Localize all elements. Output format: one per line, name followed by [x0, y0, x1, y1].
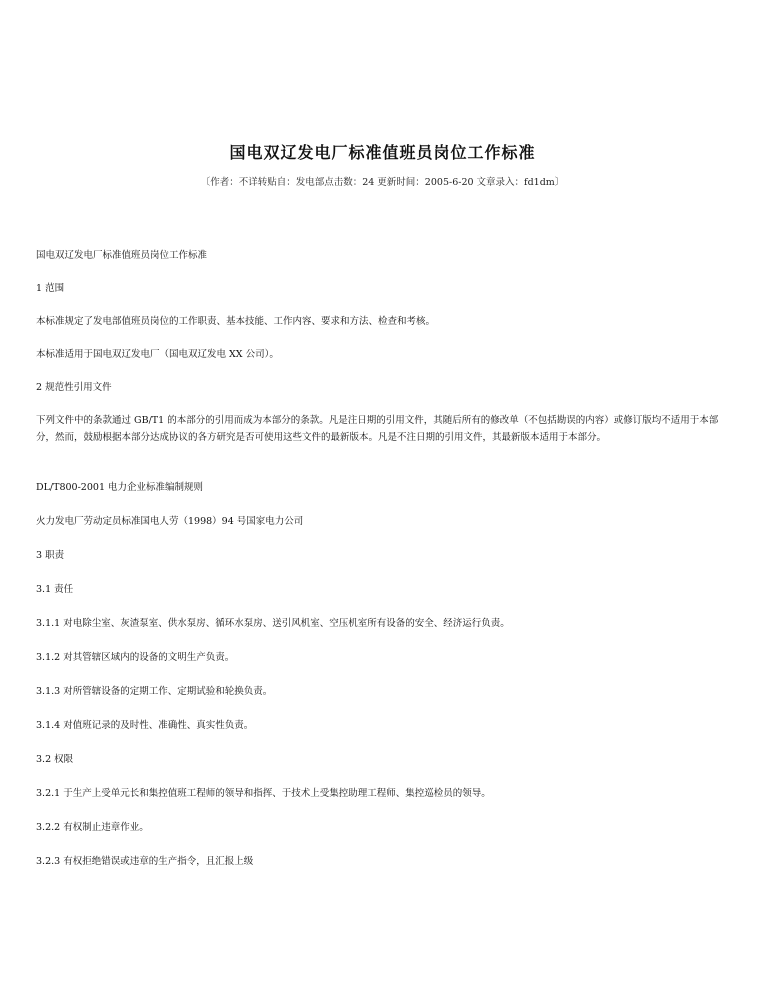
paragraph-scope-applicability: 本标准适用于国电双辽发电厂（国电双辽发电 XX 公司）。 — [36, 349, 279, 360]
clause-3-2-1: 3.2.1 于生产上受单元长和集控值班工程师的领导和指挥、于技术上受集控助理工程师、集控巡检员的领导。 — [36, 788, 491, 799]
article-meta: 〔作者：不详转贴自：发电部点击数：24 更新时间：2005-6-20 文章录入：fd1dm〕 — [200, 177, 565, 188]
reference-staffing-standard: 火力发电厂劳动定员标准国电人劳（1998）94 号国家电力公司 — [36, 516, 304, 527]
clause-3-2-2: 3.2.2 有权制止违章作业。 — [36, 822, 149, 833]
clause-3-1-2: 3.1.2 对其管辖区域内的设备的文明生产负责。 — [36, 652, 235, 663]
section-3-duties: 3 职责 — [36, 550, 65, 561]
clause-3-1-1: 3.1.1 对电除尘室、灰渣泵室、供水泵房、循环水泵房、送引风机室、空压机室所有设备的安全、经济运行负责。 — [36, 618, 510, 629]
paragraph-references-text: 下列文件中的条款通过 GB/T1 的本部分的引用而成为本部分的条款。凡是注日期的引用文件，其随后所有的修改单（不包括勘误的内容）或修订版均不适用于本部分，然而，鼓励根据本部分达成协议的各方研究是否可使用这些文件的最新版本。凡是不注日期的引用文件，其最新版本适用于本部分。 — [36, 415, 719, 443]
paragraph-heading-repeat: 国电双辽发电厂标准值班员岗位工作标准 — [36, 250, 208, 261]
section-2-references: 2 规范性引用文件 — [36, 382, 112, 393]
section-1-scope: 1 范围 — [36, 283, 65, 294]
section-3-1-responsibility: 3.1 责任 — [36, 584, 74, 595]
clause-3-1-3: 3.1.3 对所管辖设备的定期工作、定期试验和轮换负责。 — [36, 686, 273, 697]
document-title: 国电双辽发电厂标准值班员岗位工作标准 — [229, 143, 536, 162]
clause-3-1-4: 3.1.4 对值班记录的及时性、准确性、真实性负责。 — [36, 720, 254, 731]
reference-dl-t800: DL/T800-2001 电力企业标准编制规则 — [36, 482, 204, 493]
paragraph-scope-content: 本标准规定了发电部值班员岗位的工作职责、基本技能、工作内容、要求和方法、检查和考核。 — [36, 316, 436, 327]
clause-3-2-3: 3.2.3 有权拒绝错误或违章的生产指令，且汇报上级 — [36, 856, 254, 867]
section-3-2-authority: 3.2 权限 — [36, 754, 74, 765]
